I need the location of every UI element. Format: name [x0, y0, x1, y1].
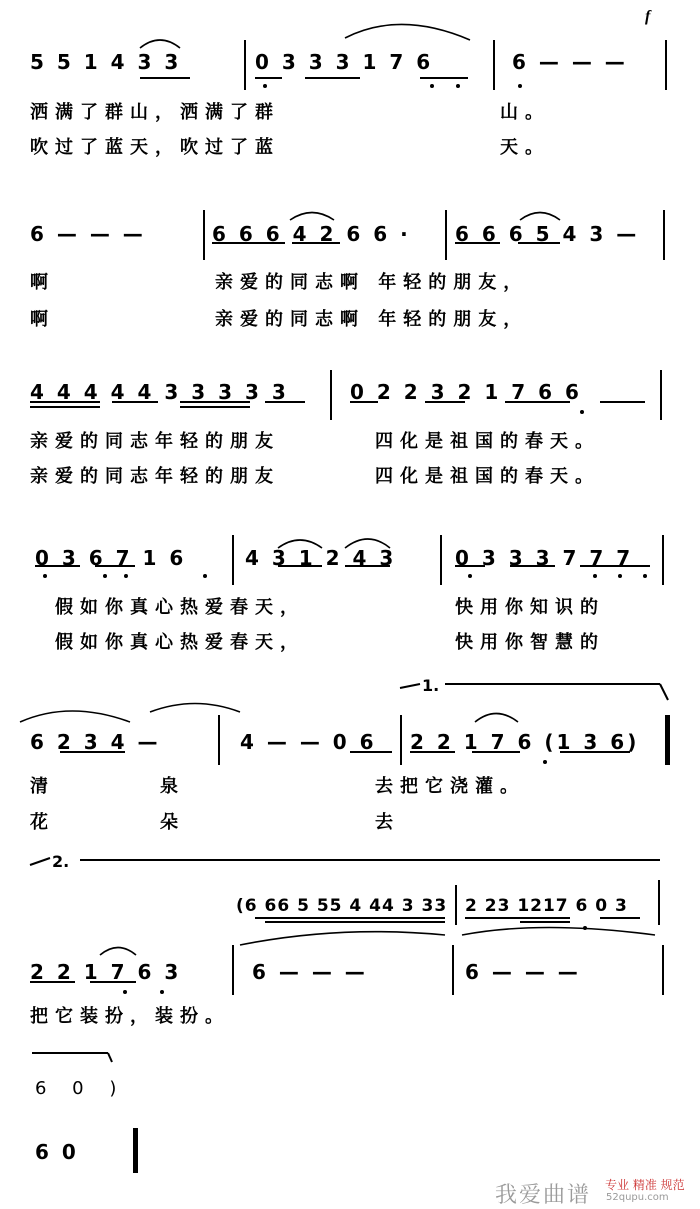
barline [232, 535, 234, 585]
lyric-line: 亲爱的同志啊 年轻的朋友， [215, 272, 529, 293]
barline [330, 370, 332, 420]
dynamic-marking: f [645, 8, 651, 25]
measure-notes: 6 — — — [512, 50, 628, 74]
barline [452, 945, 454, 995]
accompaniment-notes: 2 23 1217 6 0 3 [465, 896, 628, 916]
coda-notes-top: 6 0 ) [35, 1078, 127, 1099]
measure-notes: 6 — — — [465, 960, 581, 984]
barline [665, 40, 667, 90]
volta-first-ending: 1. [422, 676, 440, 695]
final-barline [133, 1128, 138, 1173]
measure-notes: 2 2 1 7 6 3 [30, 960, 182, 984]
barline [445, 210, 447, 260]
lyric-line: 山。 [500, 102, 550, 123]
lyric-line: 清 [30, 776, 55, 797]
lyric-line: 假如你真心热爱春天， [55, 597, 305, 618]
lyric-line: 亲爱的同志啊 年轻的朋友， [215, 309, 529, 330]
barline [244, 40, 246, 90]
measure-notes: 2 2 1 7 6 (1 3 6) [410, 730, 640, 754]
measure-notes: 6 6 6 4 2 6 6 · [212, 222, 411, 246]
measure-notes: 6 — — — [30, 222, 146, 246]
lyric-line: 四化是祖国的春天。 [375, 466, 600, 487]
watermark-url: 52qupu.com [606, 1192, 669, 1203]
measure-notes: 6 2 3 4 — [30, 730, 161, 754]
lyric-line: 四化是祖国的春天。 [375, 431, 600, 452]
lyric-line: 去把它浇灌。 [375, 776, 525, 797]
lyric-line: 天。 [500, 137, 550, 158]
lyric-line: 把它装扮，装扮。 [30, 1006, 230, 1027]
lyric-line: 啊 [30, 272, 55, 293]
barline [662, 945, 664, 995]
volta-second-ending: 2. [52, 852, 70, 871]
repeat-barline [665, 715, 670, 765]
lyric-line: 啊 [30, 309, 55, 330]
watermark-tagline: 专业 精准 规范 [605, 1178, 685, 1192]
lyric-line: 花 [30, 812, 55, 833]
barline [493, 40, 495, 90]
lyric-line: 朵 [160, 812, 185, 833]
barline [400, 715, 402, 765]
measure-notes: 5 5 1 4 3 3 [30, 50, 182, 74]
measure-notes: 4 3 1 2 4 3 [245, 546, 397, 570]
measure-notes: 6 6 6 5 4 3 — [455, 222, 640, 246]
measure-notes: 4 4 4 4 4 3 3 3 3 3 [30, 380, 289, 404]
lyric-line: 快用你智慧的 [455, 632, 605, 653]
lyric-line: 快用你知识的 [455, 597, 605, 618]
measure-notes: 6 — — — [252, 960, 368, 984]
lyric-line: 吹过了蓝天，吹过了蓝 [30, 137, 280, 158]
barline [663, 210, 665, 260]
lyric-line: 去 [375, 812, 400, 833]
barline [455, 885, 457, 925]
measure-notes: 0 2 2 3 2 1 7 6 6 [350, 380, 582, 404]
barline [203, 210, 205, 260]
lyric-line: 亲爱的同志年轻的朋友 [30, 431, 280, 452]
accompaniment-notes: (6 66 5 55 4 44 3 33 [236, 896, 448, 916]
barline [660, 370, 662, 420]
barline [658, 880, 660, 925]
lyric-line: 洒满了群山，洒满了群 [30, 102, 280, 123]
barline [662, 535, 664, 585]
lyric-line: 亲爱的同志年轻的朋友 [30, 466, 280, 487]
watermark-title: 我爱曲谱 [495, 1183, 592, 1208]
measure-notes: 0 3 6 7 1 6 [35, 546, 187, 570]
barline [440, 535, 442, 585]
barline [218, 715, 220, 765]
measure-notes: 4 — — 0 6 [240, 730, 377, 754]
coda-notes-bottom: 6 0 [35, 1140, 79, 1164]
barline [232, 945, 234, 995]
measure-notes: 0 3 3 3 7 7 7 [455, 546, 634, 570]
lyric-line: 假如你真心热爱春天， [55, 632, 305, 653]
measure-notes: 0 3 3 3 1 7 6 [255, 50, 434, 74]
lyric-line: 泉 [160, 776, 185, 797]
